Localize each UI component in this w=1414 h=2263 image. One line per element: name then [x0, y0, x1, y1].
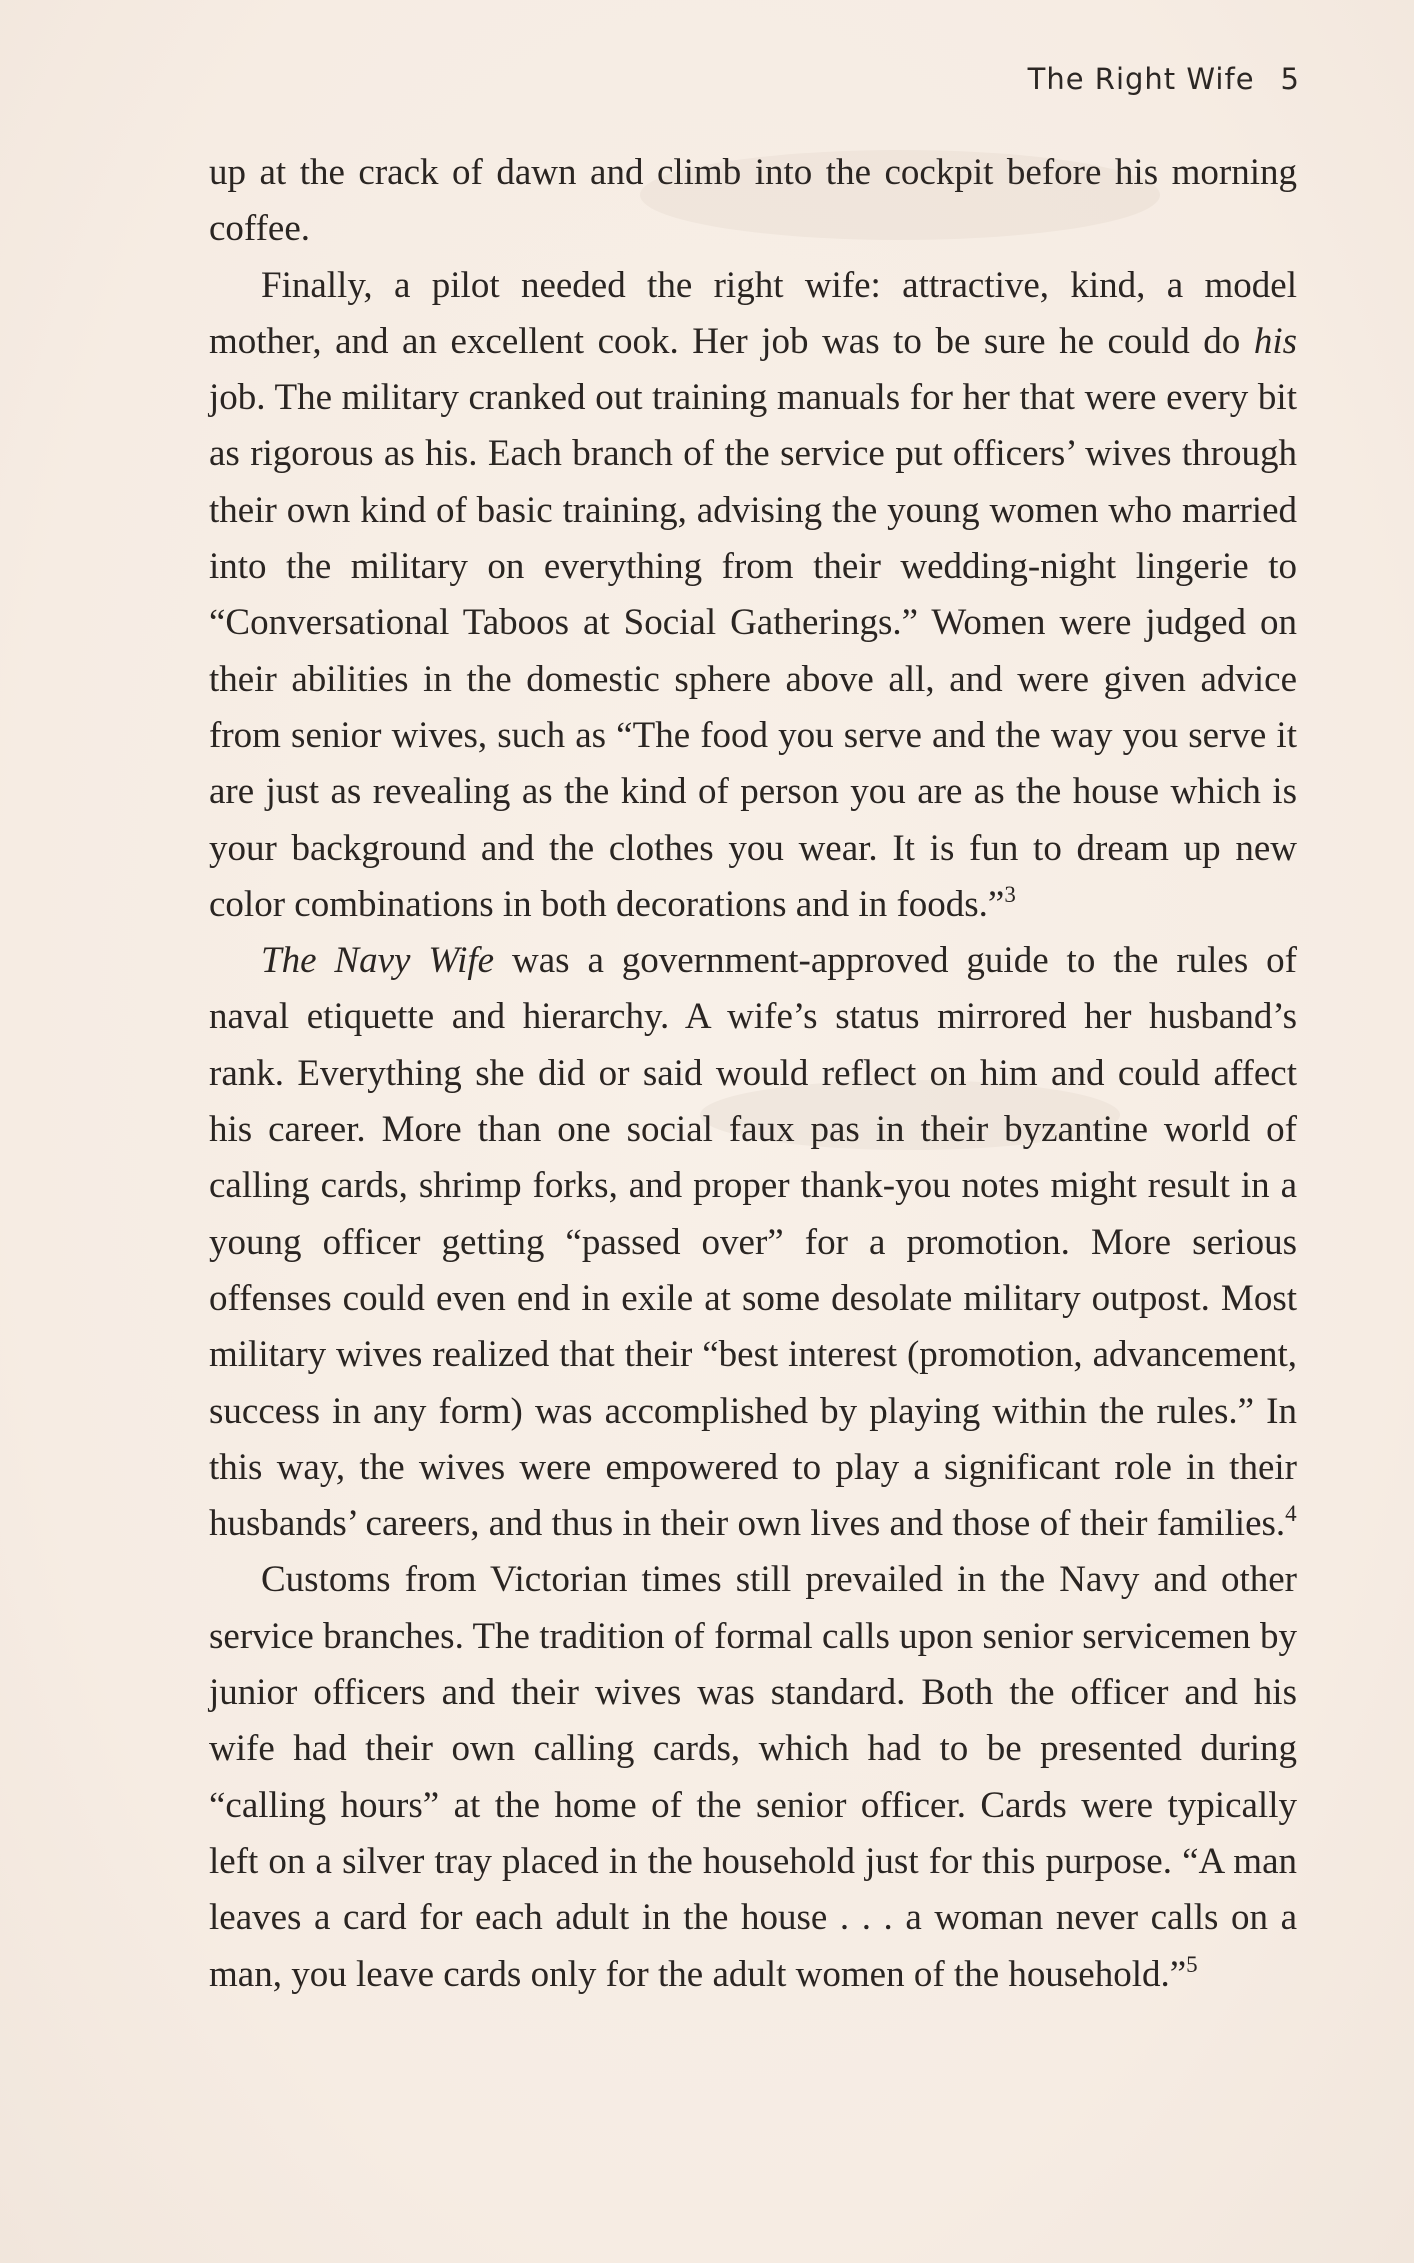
page-number: 5: [1280, 62, 1300, 96]
paragraph-text: was a government-approved guide to the rules of naval etiquette and hierarchy. A wife’s status mirrored her husband’s rank. Everything she did or said would reflect on him and could affect his career. More than one social faux pas in their byzantine world of calling cards, shrimp forks, and proper thank-you notes might result in a young officer getting “passed over” for a promotion. More serious offenses could even end in exile at some desolate military outpost. Most military wives realized that their “best interest (promotion, advancement, success in any form) was accomplished by playing within the rules.” In this way, the wives were empowered to play a significant role in their husbands’ careers, and thus in their own lives and those of their families.: [209, 940, 1297, 1545]
paragraph-3: [209, 933, 1297, 1552]
paragraph-4: [209, 1552, 1297, 2002]
paragraph-text: Customs from Victorian times still prevailed in the Navy and other service branches. The tradition of formal calls upon senior servicemen by junior officers and their wives was standard. Both the officer and his wife had their own calling cards, which had to be presented during “calling hours” at the home of the senior officer. Cards were typically left on a silver tray placed in the household just for this purpose. “A man leaves a card for each adult in the house . . . a woman never calls on a man, you leave cards only for the adult women of the household.”: [209, 1559, 1297, 1995]
paragraph-text: job. The military cranked out training manuals for her that were every bit as rigorous as his. Each branch of the service put officers’ wives through their own kind of basic training, advising the young women who married into the military on everything from their wedding-night lingerie to “Conversational Taboos at Social Gatherings.” Women were judged on their abilities in the domestic sphere above all, and were given advice from senior wives, such as “The food you serve and the way you serve it are just as revealing as the kind of person you are as the house which is your background and the clothes you wear. It is fun to dream up new color combinations in both decorations and in foods.”: [209, 377, 1297, 925]
book-title: The Navy Wife: [261, 940, 495, 982]
footnote-ref: 3: [1004, 881, 1016, 907]
running-title: The Right Wife: [1027, 62, 1255, 96]
paragraph-text: Finally, a pilot needed the right wife: attractive, kind, a model mother, and an excellent cook. Her job was to be sure he could do: [209, 264, 1297, 362]
paragraph-1: [209, 145, 1297, 258]
running-head: [1028, 62, 1300, 96]
footnote-ref: 5: [1186, 1951, 1198, 1977]
paragraph-text: up at the crack of dawn and climb into the cockpit before his morning coffee.: [209, 152, 1297, 250]
footnote-ref: 4: [1285, 1501, 1297, 1527]
emphasis: his: [1253, 320, 1297, 362]
paragraph-2: [209, 258, 1297, 934]
body-text: [209, 145, 1297, 2003]
